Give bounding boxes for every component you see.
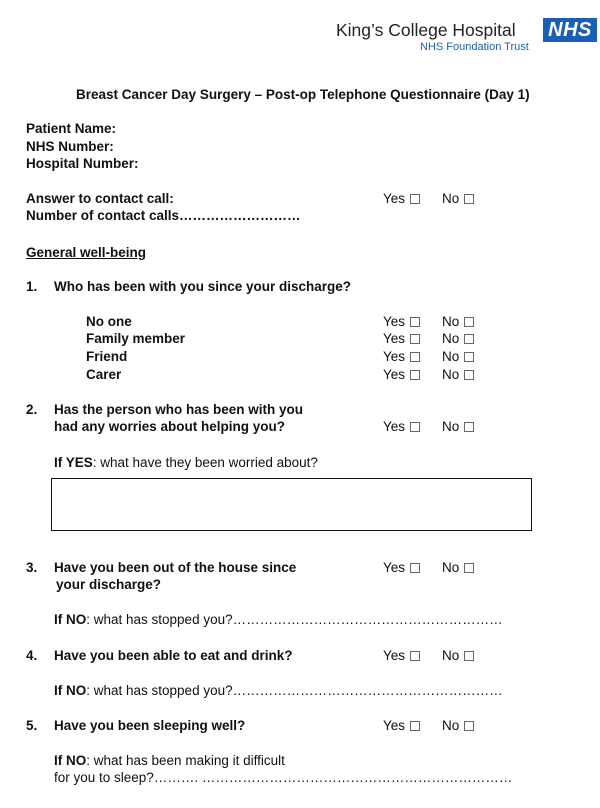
q1-item-no-one: No one (86, 314, 132, 329)
q4-text: Have you been able to eat and drink? (54, 648, 293, 663)
yes-option[interactable] (383, 314, 420, 329)
yes-option[interactable] (383, 191, 420, 206)
hospital-number-label: Hospital Number: (26, 156, 139, 171)
no-option[interactable] (442, 331, 474, 346)
yes-checkbox[interactable] (410, 370, 420, 380)
q4-number: 4. (26, 648, 38, 663)
yes-label: Yes (383, 191, 406, 206)
q2-number: 2. (26, 402, 38, 417)
q3-text-line2: your discharge? (56, 577, 162, 592)
no-checkbox[interactable] (464, 563, 474, 573)
no-option[interactable] (442, 191, 474, 206)
q3-text-line1: Have you been out of the house since (54, 560, 297, 575)
q5-number: 5. (26, 718, 38, 733)
yes-checkbox[interactable] (410, 352, 420, 362)
yes-checkbox[interactable] (410, 334, 420, 344)
yes-checkbox[interactable] (410, 563, 420, 573)
answer-contact-label: Answer to contact call: (26, 191, 174, 206)
yes-label: Yes (383, 419, 406, 434)
yes-label: Yes (383, 349, 406, 364)
q2-if-yes-text: : what have they been worried about? (92, 455, 318, 470)
q4-options (383, 648, 474, 663)
q1-item-family-member: Family member (86, 331, 186, 346)
yes-label: Yes (383, 648, 406, 663)
patient-name-label: Patient Name: (26, 121, 117, 136)
q5-options (383, 718, 474, 733)
q5-if-no-line2: for you to sleep?………. …………………………………………………………… (54, 770, 513, 785)
trust-name: NHS Foundation Trust (420, 41, 529, 53)
no-option[interactable] (442, 560, 474, 575)
no-option[interactable] (442, 367, 474, 382)
q2-options (383, 419, 474, 434)
no-option[interactable] (442, 718, 474, 733)
q2-answer-box[interactable] (51, 478, 532, 531)
q1-number: 1. (26, 279, 38, 294)
q3-options (383, 560, 474, 575)
q1-item-carer: Carer (86, 367, 122, 382)
q4-if-no-prompt (54, 683, 503, 698)
no-label: No (442, 560, 460, 575)
answer-contact-options (383, 191, 474, 206)
q3-if-no-text: : what has stopped you?…………………………………………………… (86, 612, 503, 627)
yes-option[interactable] (383, 648, 420, 663)
hospital-name: King’s College Hospital (336, 20, 516, 40)
yes-label: Yes (383, 560, 406, 575)
no-label: No (442, 349, 460, 364)
q3-number: 3. (26, 560, 38, 575)
nhs-number-label: NHS Number: (26, 139, 114, 154)
no-option[interactable] (442, 648, 474, 663)
section-title: General well-being (26, 245, 147, 260)
yes-checkbox[interactable] (410, 721, 420, 731)
q1-friend-options (383, 349, 474, 364)
contact-calls-label: Number of contact calls……………………… (26, 208, 301, 223)
q1-text: Who has been with you since your discharge? (54, 279, 352, 294)
yes-checkbox[interactable] (410, 317, 420, 327)
yes-checkbox[interactable] (410, 194, 420, 204)
q3-if-no-prompt (54, 612, 503, 627)
yes-label: Yes (383, 367, 406, 382)
q2-if-yes-prompt (54, 455, 318, 470)
nhs-logo: NHS (543, 18, 597, 42)
q1-item-friend: Friend (86, 349, 128, 364)
no-label: No (442, 648, 460, 663)
document-title: Breast Cancer Day Surgery – Post-op Telephone Questionnaire (Day 1) (76, 87, 530, 102)
no-option[interactable] (442, 419, 474, 434)
yes-option[interactable] (383, 560, 420, 575)
no-label: No (442, 331, 460, 346)
no-checkbox[interactable] (464, 422, 474, 432)
no-label: No (442, 191, 460, 206)
yes-checkbox[interactable] (410, 651, 420, 661)
q1-carer-options (383, 367, 474, 382)
no-label: No (442, 419, 460, 434)
no-checkbox[interactable] (464, 651, 474, 661)
q5-text: Have you been sleeping well? (54, 718, 246, 733)
yes-option[interactable] (383, 331, 420, 346)
q4-if-no-text: : what has stopped you?…………………………………………………… (86, 683, 503, 698)
no-checkbox[interactable] (464, 194, 474, 204)
no-label: No (442, 367, 460, 382)
q2-if-yes-label: If YES (54, 455, 93, 470)
q3-if-no-label: If NO (54, 612, 87, 627)
no-checkbox[interactable] (464, 370, 474, 380)
no-label: No (442, 314, 460, 329)
no-checkbox[interactable] (464, 317, 474, 327)
q1-family-options (383, 331, 474, 346)
yes-option[interactable] (383, 349, 420, 364)
q1-no-one-options (383, 314, 474, 329)
yes-option[interactable] (383, 367, 420, 382)
yes-label: Yes (383, 718, 406, 733)
no-checkbox[interactable] (464, 334, 474, 344)
yes-option[interactable] (383, 718, 420, 733)
q2-text-line2: had any worries about helping you? (54, 419, 286, 434)
no-option[interactable] (442, 349, 474, 364)
q2-text-line1: Has the person who has been with you (54, 402, 304, 417)
yes-label: Yes (383, 331, 406, 346)
no-checkbox[interactable] (464, 352, 474, 362)
yes-label: Yes (383, 314, 406, 329)
q5-if-no-prompt (54, 753, 285, 768)
no-label: No (442, 718, 460, 733)
q5-if-no-label: If NO (54, 753, 87, 768)
yes-checkbox[interactable] (410, 422, 420, 432)
q5-if-no-text: : what has been making it difficult (86, 753, 285, 768)
q4-if-no-label: If NO (54, 683, 87, 698)
no-checkbox[interactable] (464, 721, 474, 731)
yes-option[interactable] (383, 419, 420, 434)
no-option[interactable] (442, 314, 474, 329)
